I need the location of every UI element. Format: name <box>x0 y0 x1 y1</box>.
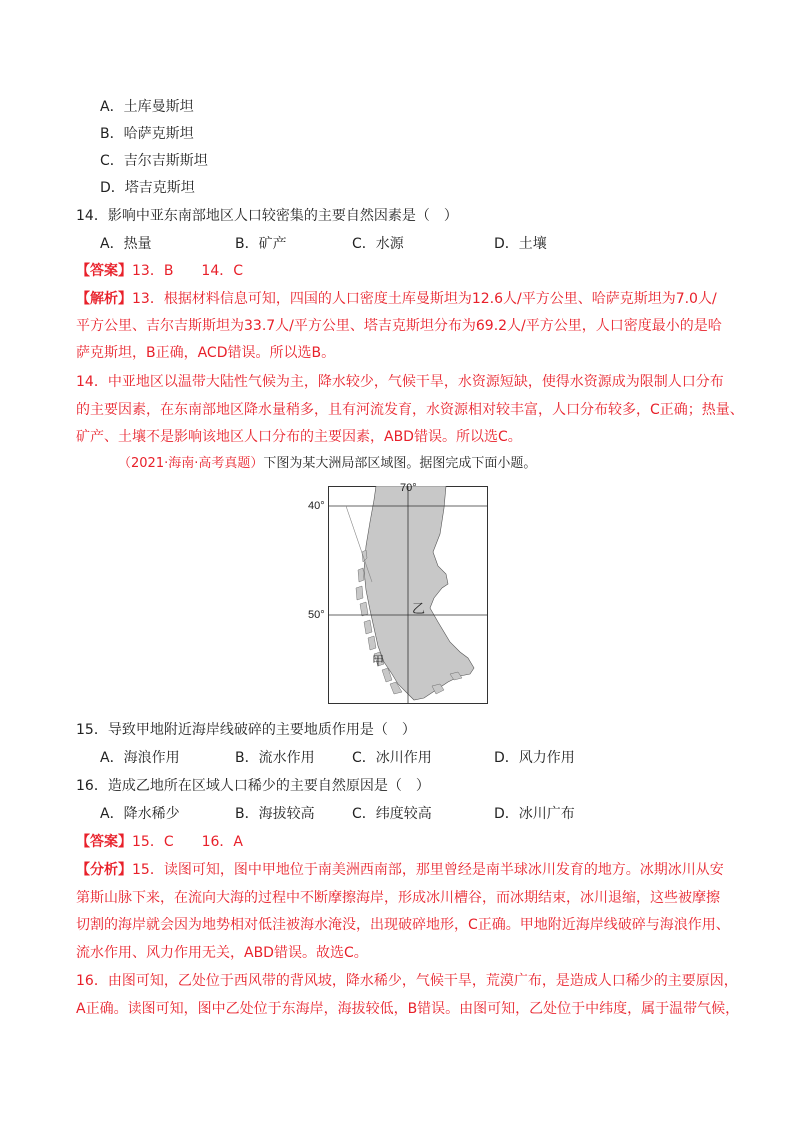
q13-option-b: B．哈萨克斯坦 <box>100 126 194 142</box>
q16-stem: 16．造成乙地所在区域人口稀少的主要自然原因是（ ） <box>76 778 430 794</box>
analysis-tag: 【分析】 <box>76 862 132 878</box>
q15-stem: 15．导致甲地附近海岸线破碎的主要地质作用是（ ） <box>76 722 416 738</box>
analysis-15-line-2: 第斯山脉下来，在流向大海的过程中不断摩擦海岸，形成冰川槽谷，而冰期结束，冰川退缩，这些被摩擦 <box>76 890 720 906</box>
map-graphic <box>328 486 488 704</box>
exam-source: （2021·海南·高考真题） <box>118 456 264 471</box>
q16-option-c: C．纬度较高 <box>352 806 432 822</box>
analysis-15-line-4: 流水作用、风力作用无关，ABD错误。故选C。 <box>76 945 368 961</box>
latitude-label-50: 50° <box>308 609 325 621</box>
q14-option-a: A．热量 <box>100 236 152 252</box>
q13-option-c: C．吉尔吉斯斯坦 <box>100 153 208 169</box>
q14-option-d: D．土壤 <box>494 236 547 252</box>
answer-text: 13．B 14．C <box>132 263 244 279</box>
analysis-14-line-3: 矿产、土壤不是影响该地区人口分布的主要因素，ABD错误。所以选C。 <box>76 429 522 445</box>
analysis-16-line-2: A正确。读图可知，图中乙处位于东海岸，海拔较低，B错误。由图可知，乙处位于中纬度，属于温带气候， <box>76 1001 740 1017</box>
q13-option-a: A．土库曼斯坦 <box>100 99 194 115</box>
analysis-14-line-1: 14．中亚地区以温带大陆性气候为主，降水较少，气候干旱，水资源短缺，使得水资源成为限制人口分布 <box>76 374 724 390</box>
q15-option-a: A．海浪作用 <box>100 750 180 766</box>
analysis-13-line-1 <box>76 289 717 309</box>
analysis-13-line-3: 萨克斯坦，B正确，ACD错误。所以选B。 <box>76 345 336 361</box>
q16-option-a: A．降水稀少 <box>100 806 180 822</box>
place-label-yi: 乙 <box>412 601 426 616</box>
answer-text: 15．C 16．A <box>132 834 243 850</box>
analysis-14-line-2: 的主要因素，在东南部地区降水量稍多，且有河流发育，水资源相对较丰富，人口分布较多，C正确；热量、 <box>76 402 744 418</box>
question-intro <box>118 454 536 474</box>
answer-tag: 【答案】 <box>76 263 132 279</box>
q15-option-d: D．风力作用 <box>494 750 575 766</box>
answer-tag: 【答案】 <box>76 834 132 850</box>
region-map <box>308 482 488 704</box>
answer-15-16 <box>76 832 243 852</box>
analysis-15-line-3: 切割的海岸就会因为地势相对低洼被海水淹没，出现破碎地形，C正确。甲地附近海岸线破碎与海浪作用、 <box>76 917 730 933</box>
latitude-label-40: 40° <box>308 500 325 512</box>
q14-option-b: B．矿产 <box>235 236 287 252</box>
q14-stem: 14．影响中亚东南部地区人口较密集的主要自然因素是（ ） <box>76 208 458 224</box>
analysis-text: 13．根据材料信息可知，四国的人口密度土库曼斯坦为12.6人/平方公里、哈萨克斯坦为7.0人/ <box>132 291 717 307</box>
answer-13-14 <box>76 261 243 281</box>
q15-option-b: B．流水作用 <box>235 750 315 766</box>
q14-option-c: C．水源 <box>352 236 404 252</box>
intro-text: 下图为某大洲局部区域图。据图完成下面小题。 <box>263 456 537 471</box>
q16-option-b: B．海拔较高 <box>235 806 315 822</box>
analysis-16-line-1: 16．由图可知，乙处位于西风带的背风坡，降水稀少，气候干旱，荒漠广布，是造成人口稀少的主要原因， <box>76 973 738 989</box>
place-label-jia: 甲 <box>372 654 385 668</box>
q13-option-d: D．塔吉克斯坦 <box>100 180 195 196</box>
analysis-13-line-2: 平方公里、吉尔吉斯斯坦为33.7人/平方公里、塔吉克斯坦分布为69.2人/平方公里，人口密度最小的是哈 <box>76 318 722 334</box>
analysis-tag: 【解析】 <box>76 291 132 307</box>
analysis-text: 15．读图可知，图中甲地位于南美洲西南部，那里曾经是南半球冰川发育的地方。冰期冰川从安 <box>132 862 724 878</box>
analysis-15-line-1 <box>76 860 724 880</box>
q16-option-d: D．冰川广布 <box>494 806 575 822</box>
q15-option-c: C．冰川作用 <box>352 750 432 766</box>
longitude-label: 70° <box>400 482 417 494</box>
